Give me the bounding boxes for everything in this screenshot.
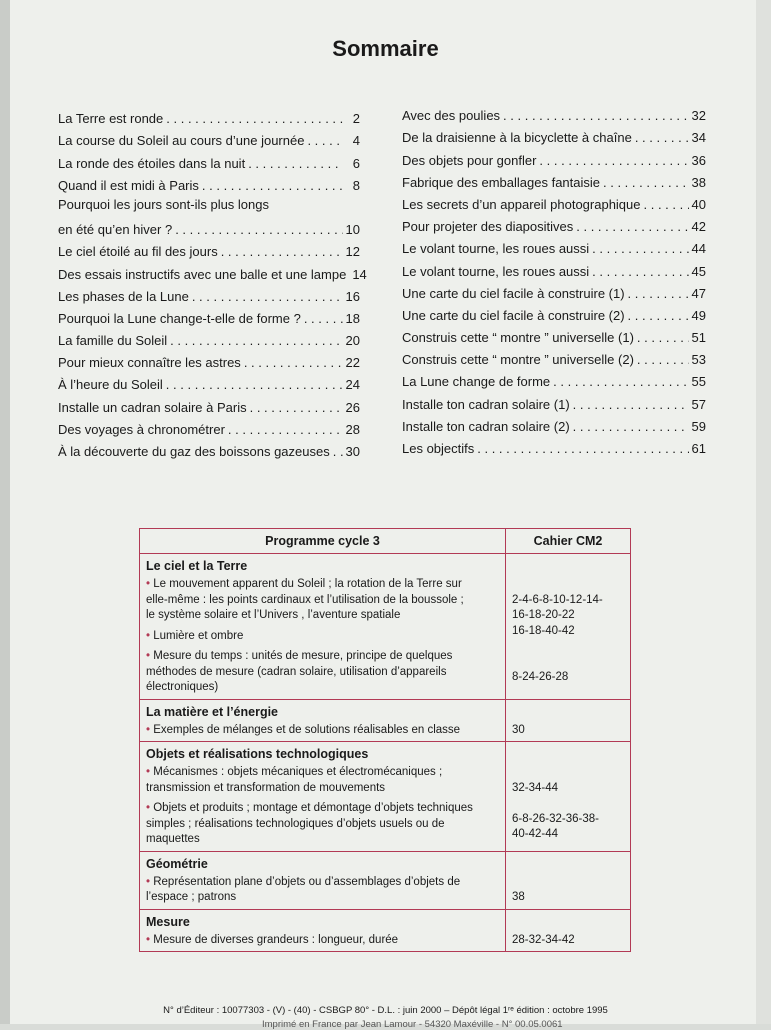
programme-item-line (146, 765, 499, 781)
toc-entry-title: Des objets pour gonfler (402, 152, 537, 168)
programme-item-line (146, 680, 499, 696)
programme-item (140, 763, 505, 799)
toc-leader-dots (202, 178, 343, 193)
footer-legal: N° d’Éditeur : 10077303 - (V) - (40) - CSBGP 80° - D.L. : juin 2000 – Dépôt légal 1ʳᵉ édition : octobre 1995 (163, 1005, 608, 1016)
toc-leader-dots (250, 400, 343, 415)
toc-page-number: 36 (691, 152, 706, 168)
programme-item (140, 721, 505, 742)
toc-page-number: 30 (345, 444, 360, 460)
toc-leader-dots (175, 222, 342, 237)
bullet-icon: • (146, 933, 154, 946)
toc-page-number: 24 (345, 377, 360, 393)
section-title: Mesure (146, 914, 190, 929)
toc-entry-title: La famille du Soleil (58, 333, 168, 349)
toc-entry-line (402, 286, 706, 301)
toc-entry-title: Les phases de la Lune (58, 288, 189, 304)
toc-entry-line (58, 222, 360, 237)
toc-page-number: 14 (352, 266, 367, 282)
toc-entry (402, 348, 706, 370)
toc-page-number: 20 (345, 333, 360, 349)
toc-page-number: 51 (691, 330, 706, 346)
bullet-icon: • (146, 766, 154, 778)
toc-page-number: 59 (691, 418, 706, 434)
toc-page-number: 18 (345, 310, 360, 326)
toc-entry-title: La ronde des étoiles dans la nuit (58, 155, 246, 171)
toc-entry-title: La Terre est ronde (58, 111, 164, 127)
cahier-pages-line: 16-18-20-22 (512, 609, 575, 621)
cahier-pages-line (512, 796, 624, 812)
toc-leader-dots (539, 153, 688, 168)
cahier-pages-line: 40-42-44 (512, 828, 559, 840)
cahier-pages-line: 6-8-26-32-36-38- (512, 812, 599, 825)
toc-leader-dots (170, 333, 342, 348)
toc-leader-dots (573, 419, 689, 434)
toc-page-number: 47 (691, 285, 706, 301)
section-title: Géométrie (146, 856, 208, 871)
programme-item-text: elle-même : les points cardinaux et l’utilisation de la boussole ; (146, 593, 464, 606)
toc-entry-title: Installe ton cadran solaire (2) (402, 418, 570, 434)
toc-entry-line (402, 352, 706, 367)
cahier-cell (506, 699, 631, 742)
programme-item-text: Exemples de mélanges et de solutions réalisables en classe (153, 723, 461, 736)
toc-leader-dots (333, 444, 343, 459)
programme-item-line (146, 608, 499, 624)
toc-leader-dots (635, 130, 689, 145)
programme-item-line (146, 801, 499, 817)
programme-item (140, 873, 505, 909)
programme-item-line (146, 577, 499, 593)
table-row (140, 851, 631, 909)
toc-entry-title: en été qu’en hiver ? (58, 222, 173, 238)
toc-left-column (58, 107, 367, 462)
toc-entry (402, 415, 706, 437)
toc-page-number: 32 (691, 108, 706, 124)
toc-leader-dots (553, 374, 688, 389)
cahier-pages-line (512, 639, 624, 655)
programme-item (140, 799, 505, 851)
toc-page-number: 44 (691, 241, 706, 257)
toc-page-number: 45 (691, 263, 706, 279)
bullet-icon: • (146, 578, 154, 590)
toc-entry-title: Pour projeter des diapositives (402, 219, 574, 235)
toc-page-number: 40 (691, 196, 706, 212)
programme-item-line (146, 781, 499, 797)
cahier-pages (506, 933, 630, 949)
toc-entry-title: Les objectifs (402, 441, 475, 456)
toc-entry (402, 148, 706, 170)
programme-item-line (146, 817, 499, 833)
toc-entry-title: Avec des poulies (402, 108, 501, 124)
programme-item-line (146, 629, 499, 645)
toc-leader-dots (628, 286, 689, 301)
programme-item-text: simples ; réalisations technologiques d’objets usuels ou de (146, 817, 445, 830)
toc-leader-dots (592, 241, 688, 256)
programme-cell (140, 742, 506, 852)
toc-entry-line (402, 197, 706, 212)
section-title: Le ciel et la Terre (146, 559, 248, 573)
programme-item-text: maquettes (146, 833, 200, 845)
programme-item-line (146, 593, 499, 609)
toc-page-number: 42 (691, 219, 706, 235)
toc-leader-dots (603, 175, 689, 190)
cahier-pages-line: 32-34-44 (512, 781, 559, 794)
toc-page-number: 55 (691, 374, 706, 390)
toc-entry-line (402, 374, 706, 389)
cahier-pages-line (512, 655, 624, 671)
toc-page-number: 4 (352, 133, 360, 149)
programme-item-text: méthodes de mesure (cadran solaire, utilisation d’appareils (146, 665, 447, 678)
toc-entry-title: À l’heure du Soleil (58, 377, 163, 393)
toc-entry (402, 259, 706, 281)
toc-entry-title: Installe ton cadran solaire (1) (402, 396, 570, 412)
toc-entry-line (58, 444, 360, 459)
toc-entry-line (58, 355, 360, 370)
cahier-pages (506, 723, 630, 739)
cahier-cell (506, 554, 631, 700)
toc-entry-line (402, 330, 706, 345)
toc-entry-line (58, 377, 360, 392)
cahier-spacer (506, 554, 630, 577)
toc-leader-dots (628, 308, 689, 323)
toc-entry-title: Pourquoi la Lune change-t-elle de forme ? (58, 310, 301, 326)
toc-entry-title: Le ciel étoilé au fil des jours (58, 244, 218, 260)
toc-page-number: 26 (345, 399, 360, 415)
toc-entry-line (402, 419, 706, 434)
cahier-spacer (506, 700, 630, 723)
cahier-spacer (506, 742, 630, 765)
toc-leader-dots (637, 352, 689, 367)
toc-leader-dots (592, 264, 688, 279)
toc-leader-dots (477, 441, 688, 456)
toc-entry-title: Le volant tourne, les roues aussi (402, 241, 590, 257)
bullet-icon: • (146, 875, 154, 888)
programme-item-text: électroniques) (146, 681, 219, 693)
cahier-pages (506, 765, 630, 796)
footer-printer: Imprimé en France par Jean Lamour - 54320 Maxéville - N° 00.05.0061 (262, 1019, 563, 1030)
programme-item-line (146, 665, 499, 681)
programme-item-text: transmission et transformation de mouvements (146, 781, 386, 794)
toc-entry-title: Fabrique des emballages fantaisie (402, 174, 601, 190)
programme-item-line (146, 933, 499, 949)
table-row (140, 742, 631, 852)
bullet-icon: • (146, 650, 154, 662)
toc-entry (402, 237, 706, 259)
cahier-pages-line: 2-4-6-8-10-12-14- (512, 593, 603, 606)
cahier-pages (506, 796, 630, 843)
page-edge (756, 0, 771, 1024)
toc-entry-title: À la découverte du gaz des boissons gazeuses (58, 444, 330, 460)
toc-leader-dots (304, 311, 343, 326)
cahier-spacer (506, 852, 630, 875)
toc-leader-dots (573, 397, 689, 412)
toc-entry-title-line1: Pourquoi les jours sont-ils plus longs (58, 196, 269, 212)
toc-entry-line (58, 311, 360, 326)
toc-entry-line (402, 397, 706, 412)
toc-entry (58, 395, 360, 417)
toc-entry (402, 126, 706, 148)
table-row (140, 554, 631, 700)
cahier-cell (506, 909, 631, 952)
table-row (140, 909, 631, 952)
toc-entry-line (402, 108, 706, 123)
toc-entry-line (402, 175, 706, 190)
toc-entry (58, 351, 360, 373)
toc-page-number: 6 (352, 155, 360, 171)
bullet-icon: • (146, 802, 154, 814)
programme-item-line (146, 832, 499, 848)
toc-entry-line (402, 264, 706, 279)
page-title: Sommaire (332, 36, 439, 61)
programme-item (140, 647, 505, 699)
toc-page-number: 2 (352, 111, 360, 127)
toc-page-number: 10 (345, 222, 360, 238)
toc-entry-line (58, 266, 367, 282)
toc-right-column (402, 104, 706, 459)
programme-item (140, 931, 505, 952)
toc-entry-line (402, 308, 706, 323)
toc-entry (58, 151, 360, 173)
toc-entry-line (58, 178, 360, 193)
toc-page-number: 57 (691, 396, 706, 412)
toc-page-number: 16 (345, 288, 360, 304)
toc-page-number: 38 (691, 174, 706, 190)
toc-entry-title: Installe un cadran solaire à Paris (58, 399, 247, 415)
toc-page-number: 22 (345, 355, 360, 371)
toc-leader-dots (637, 330, 689, 345)
cahier-pages-line: 38 (512, 891, 525, 903)
programme-cell (140, 909, 506, 952)
toc-entry-line (402, 153, 706, 168)
programme-item-text: Mesure de diverses grandeurs : longueur, durée (153, 933, 399, 946)
programme-item-line (146, 875, 499, 891)
cahier-cell (506, 851, 631, 909)
bullet-icon: • (146, 629, 154, 642)
programme-item (140, 627, 505, 648)
toc-entry (58, 107, 360, 129)
toc-entry (402, 370, 706, 392)
toc-entry (402, 392, 706, 414)
toc-page-number: 8 (352, 177, 360, 193)
toc-entry-line (58, 156, 360, 171)
toc-leader-dots (576, 219, 688, 234)
programme-item-line (146, 890, 499, 906)
toc-entry-title: Une carte du ciel facile à construire (1) (402, 285, 625, 301)
toc-page-number: 12 (345, 244, 360, 260)
toc-leader-dots (221, 244, 343, 259)
section-title: Objets et réalisations technologiques (146, 747, 369, 761)
table-row (140, 699, 631, 742)
page-spine (0, 0, 10, 1024)
programme-item-text: Mesure du temps : unités de mesure, principe de quelques (153, 650, 453, 662)
toc-entry (58, 373, 360, 395)
toc-leader-dots (644, 197, 689, 212)
toc-entry-line (402, 219, 706, 234)
toc-entry (58, 129, 360, 151)
toc-leader-dots (244, 355, 343, 370)
programme-item (140, 575, 505, 627)
toc-page-number: 61 (691, 441, 706, 456)
cahier-pages-line (512, 765, 624, 781)
toc-entry-title: Construis cette “ montre ” universelle (1) (402, 330, 634, 346)
programme-item-text: Le mouvement apparent du Soleil ; la rotation de la Terre sur (153, 578, 462, 590)
toc-entry (402, 193, 706, 215)
toc-entry-line (58, 333, 360, 348)
programme-item-line (146, 723, 499, 739)
cahier-pages-line: 16-18-40-42 (512, 624, 575, 637)
toc-entry (58, 329, 360, 351)
toc-leader-dots (166, 377, 343, 392)
toc-entry (58, 240, 360, 262)
header-cahier: Cahier CM2 (506, 529, 631, 554)
cahier-pages-line: 28-32-34-42 (512, 933, 575, 946)
toc-entry (402, 215, 706, 237)
programme-item-text: Mécanismes : objets mécaniques et électromécaniques ; (153, 766, 443, 778)
toc-entry-title: Des essais instructifs avec une balle et une lampe (58, 266, 347, 282)
toc-entry (58, 440, 360, 462)
toc-entry-title: Quand il est midi à Paris (58, 177, 199, 193)
toc-entry-line (58, 400, 360, 415)
programme-item-text: l’espace ; patrons (146, 891, 237, 903)
toc-entry (58, 418, 360, 440)
programme-cell (140, 554, 506, 700)
toc-entry (402, 104, 706, 126)
cahier-cell (506, 742, 631, 852)
toc-entry-line (402, 441, 706, 456)
cahier-pages-line (512, 577, 624, 593)
toc-page-number: 28 (345, 421, 360, 437)
cahier-pages (506, 624, 630, 640)
toc-leader-dots (228, 422, 343, 437)
toc-entry-title: Le volant tourne, les roues aussi (402, 263, 590, 279)
programme-item-text: Représentation plane d’objets ou d’assemblages d’objets de (153, 875, 461, 888)
programme-item-text: Objets et produits ; montage et démontage d’objets techniques (153, 802, 473, 814)
toc-entry (58, 285, 360, 307)
toc-page-number: 34 (691, 130, 706, 146)
programme-cell (140, 699, 506, 742)
toc-leader-dots (307, 133, 343, 148)
toc-entry (402, 282, 706, 304)
cahier-pages-line: 8-24-26-28 (512, 671, 569, 683)
toc-entry-title: Construis cette “ montre ” universelle (2) (402, 352, 634, 368)
toc-entry-line (58, 111, 360, 126)
programme-table (139, 528, 631, 952)
programme-item-line (146, 649, 499, 665)
toc-leader-dots (166, 111, 343, 126)
toc-entry (58, 307, 360, 329)
toc-entry (402, 171, 706, 193)
toc-entry-line (58, 422, 360, 437)
toc-entry-title: Pour mieux connaître les astres (58, 355, 241, 371)
table-header-row (140, 529, 631, 554)
toc-entry-line (402, 130, 706, 145)
toc-entry-line (58, 133, 360, 148)
toc-entry (402, 326, 706, 348)
cahier-pages-line (512, 875, 624, 891)
toc-page-number: 49 (691, 307, 706, 323)
cahier-spacer (506, 910, 630, 933)
programme-item-text: le système solaire et l’Univers , l’aventure spatiale (146, 609, 401, 621)
toc-leader-dots (248, 156, 343, 171)
toc-entry-title: De la draisienne à la bicyclette à chaîne (402, 130, 632, 146)
toc-leader-dots (192, 289, 343, 304)
toc-entry-title: Une carte du ciel facile à construire (2) (402, 307, 625, 323)
section-title: La matière et l’énergie (146, 704, 279, 719)
toc-entry (58, 262, 367, 284)
toc-entry-title: Des voyages à chronométrer (58, 421, 225, 437)
toc-entry-title: Les secrets d’un appareil photographique (402, 196, 641, 212)
toc-entry (402, 437, 706, 459)
cahier-pages-line: 30 (512, 723, 525, 736)
toc-leader-dots (503, 108, 688, 123)
toc-entry-line (58, 244, 360, 259)
toc-entry (58, 196, 360, 240)
toc-entry (402, 304, 706, 326)
toc-entry-line (58, 289, 360, 304)
cahier-pages (506, 577, 630, 624)
programme-cell (140, 851, 506, 909)
bullet-icon: • (146, 723, 154, 736)
programme-item-text: Lumière et ombre (153, 629, 244, 642)
cahier-pages (506, 639, 630, 686)
toc-entry-title: La Lune change de forme (402, 374, 551, 390)
toc-entry (58, 174, 360, 196)
cahier-pages (506, 875, 630, 906)
toc-entry-line (402, 241, 706, 256)
toc-entry-title: La course du Soleil au cours d’une journée (58, 133, 305, 149)
toc-page-number: 53 (691, 352, 706, 368)
header-programme: Programme cycle 3 (140, 529, 506, 554)
